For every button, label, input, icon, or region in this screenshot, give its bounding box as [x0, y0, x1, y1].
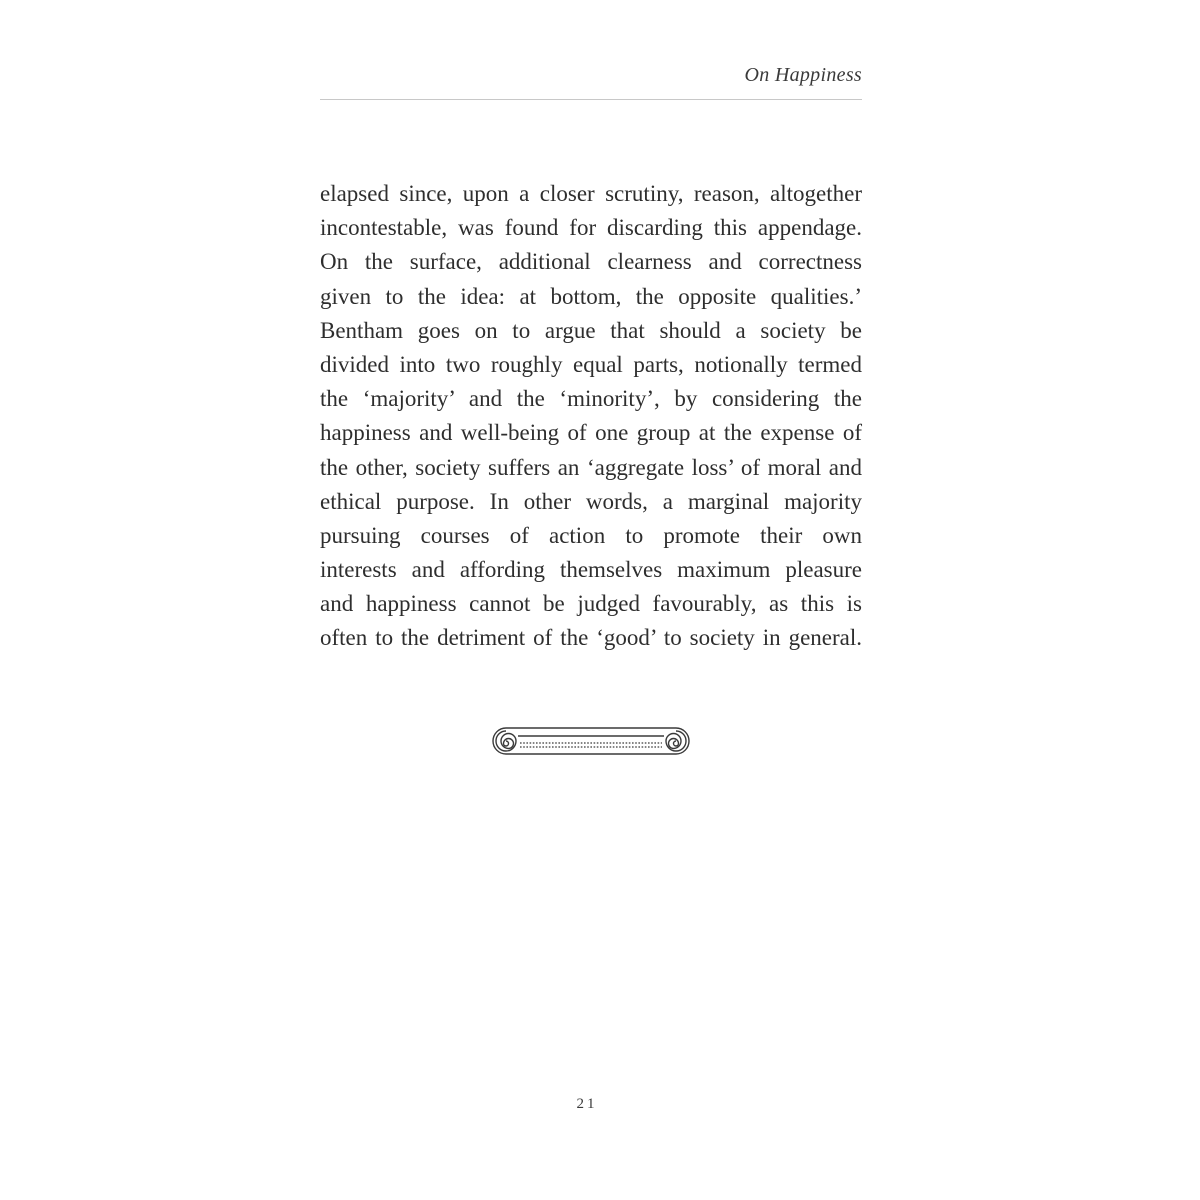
running-head-title: On Happiness [744, 64, 862, 86]
text-line: incontestable, was found for discarding this appendage. [320, 215, 862, 241]
header-rule [320, 99, 862, 100]
text-line: the ‘majority’ and the ‘minority’, by considering the [320, 386, 862, 412]
text-line: ethical purpose. In other words, a marginal majority [320, 488, 862, 514]
text-line: often to the detriment of the ‘good’ to society in general. [320, 625, 862, 651]
body-paragraph [320, 177, 862, 656]
text-line: elapsed since, upon a closer scrutiny, reason, altogether [320, 181, 862, 206]
text-line: pursuing courses of action to promote their own [320, 522, 862, 548]
ionic-scroll-divider-icon [490, 726, 692, 756]
text-line: Bentham goes on to argue that should a society be [320, 317, 862, 343]
text-line: interests and affording themselves maximum pleasure [320, 557, 862, 583]
text-line: given to the idea: at bottom, the opposite qualities.’ [320, 283, 862, 309]
text-line: On the surface, additional clearness and correctness [320, 249, 862, 275]
text-line: the other, society suffers an ‘aggregate loss’ of moral and [320, 454, 862, 480]
page-number: 21 [576, 1096, 598, 1112]
text-line: happiness and well-being of one group at the expense of [320, 420, 862, 446]
text-line: divided into two roughly equal parts, notionally termed [320, 351, 862, 377]
text-line: and happiness cannot be judged favourably, as this is [320, 591, 862, 617]
